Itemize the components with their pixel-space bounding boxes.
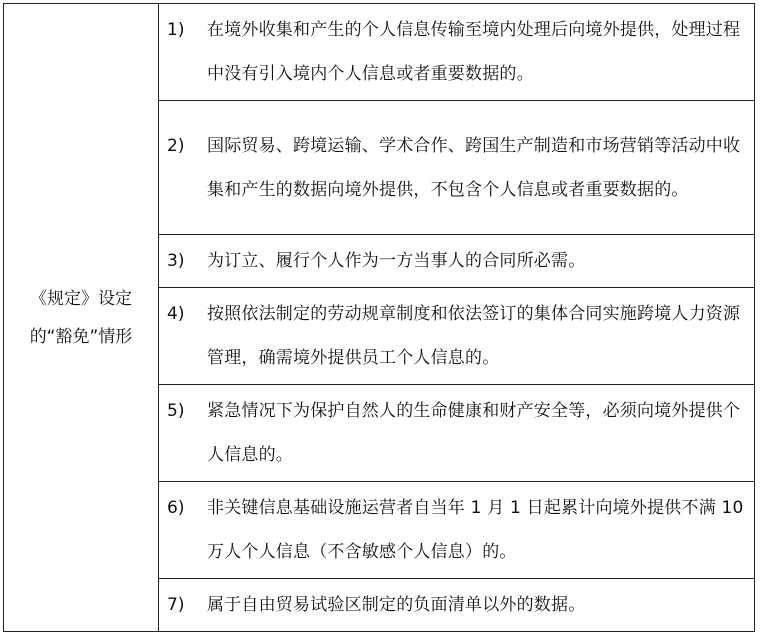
list-item	[159, 4, 755, 101]
item-number: 5)	[167, 401, 185, 421]
exemption-table-container	[3, 3, 755, 615]
item-number: 4)	[167, 304, 185, 324]
item-text: 属于自由贸易试验区制定的负面清单以外的数据。	[207, 595, 586, 615]
item-number: 1)	[167, 20, 185, 40]
category-label-line-2: 的“豁免”情形	[29, 326, 133, 347]
item-text: 为订立、履行个人作为一方当事人的合同所必需。	[207, 251, 586, 271]
item-number: 6)	[167, 498, 185, 518]
category-label-cell	[4, 4, 159, 632]
list-item	[159, 235, 755, 288]
category-label-line-1: 《规定》设定	[30, 288, 132, 309]
exemption-table	[3, 3, 755, 632]
list-item	[159, 482, 755, 579]
item-number: 7)	[167, 595, 185, 615]
table-row	[4, 4, 755, 101]
list-item	[159, 579, 755, 632]
list-item	[159, 101, 755, 235]
item-text: 按照依法制定的劳动规章制度和依法签订的集体合同实施跨境人力资源管理，确需境外提供员工个人信息的。	[207, 304, 741, 368]
item-text: 国际贸易、跨境运输、学术合作、跨国生产制造和市场营销等活动中收集和产生的数据向境外提供，不包含个人信息或者重要数据的。	[207, 135, 741, 200]
item-number: 2)	[167, 135, 185, 156]
item-number: 3)	[167, 251, 185, 271]
item-text: 非关键信息基础设施运营者自当年 1 月 1 日起累计向境外提供不满 10 万人个人信息（不含敏感个人信息）的。	[207, 498, 744, 562]
item-text: 在境外收集和产生的个人信息传输至境内处理后向境外提供，处理过程中没有引入境内个人信息或者重要数据的。	[207, 20, 741, 84]
item-text: 紧急情况下为保护自然人的生命健康和财产安全等，必须向境外提供个人信息的。	[207, 401, 741, 465]
list-item	[159, 385, 755, 482]
list-item	[159, 288, 755, 385]
